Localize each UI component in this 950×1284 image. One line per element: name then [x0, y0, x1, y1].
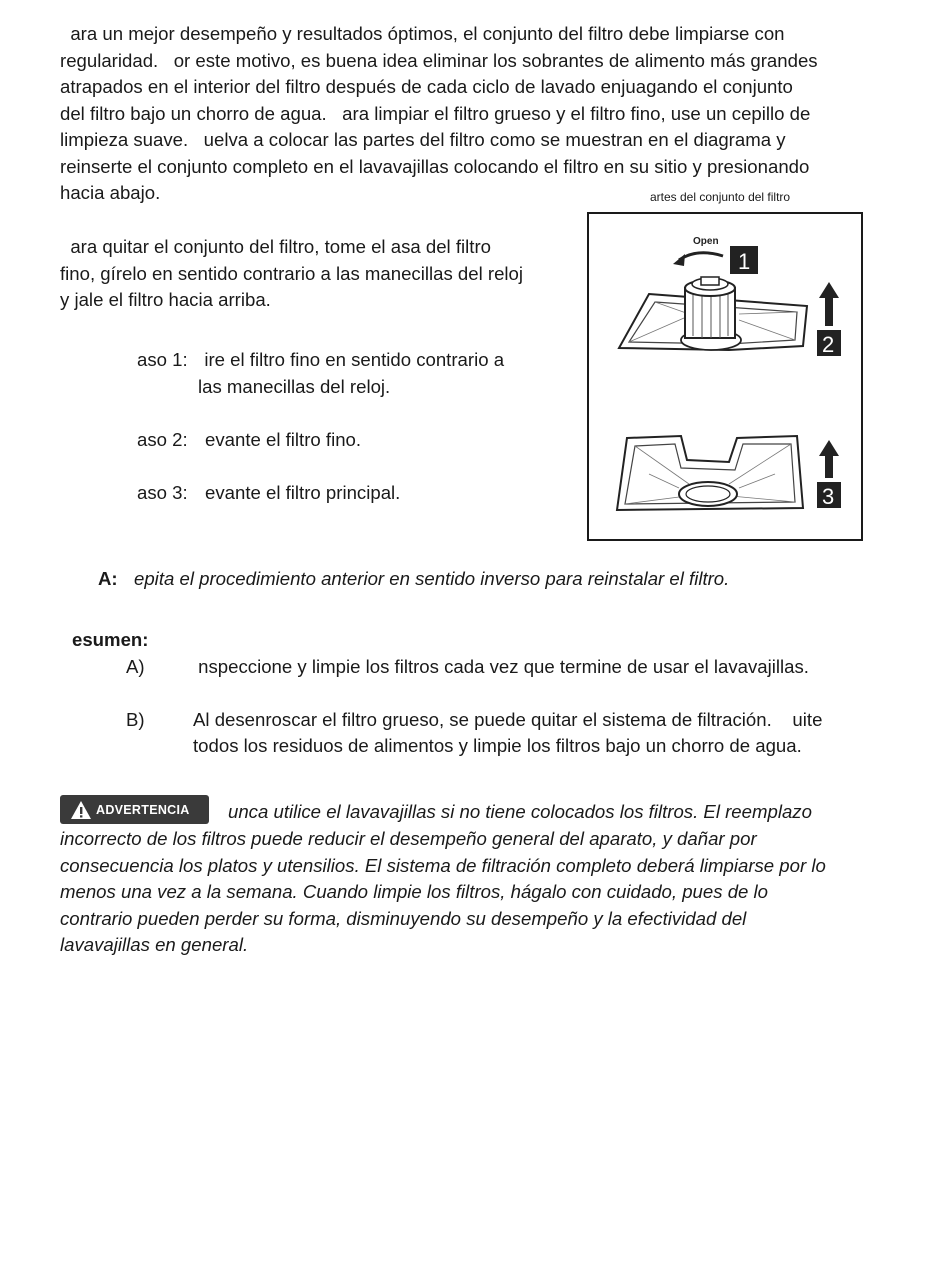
- removal-line: y jale el filtro hacia arriba.: [60, 289, 271, 310]
- removal-paragraph: [60, 234, 523, 314]
- step-3-text: evante el filtro principal.: [205, 482, 401, 503]
- intro-line: atrapados en el interior del filtro después de cada ciclo de lavado enjuagando el conjunto: [60, 76, 793, 97]
- intro-line: hacia abajo.: [60, 182, 161, 203]
- rotate-arrow-icon: [679, 253, 723, 260]
- intro-line: reinserte el conjunto completo en el lavavajillas colocando el filtro en su sitio y presionando: [60, 155, 810, 177]
- warning-line: contrario pueden perder su forma, disminuyendo su desempeño y la efectividad del: [60, 907, 747, 929]
- note-label: A:: [98, 568, 118, 589]
- summary-item-b-cont: todos los residuos de alimentos y limpie los filtros bajo un chorro de agua.: [193, 735, 802, 756]
- svg-text:3: 3: [822, 484, 835, 509]
- step-1-text: ire el filtro fino en sentido contrario a: [194, 349, 505, 370]
- diagram-caption: artes del conjunto del filtro: [650, 190, 791, 204]
- warning-badge: [60, 795, 209, 824]
- step-2-text: evante el filtro fino.: [205, 429, 362, 450]
- warning-line: consecuencia los platos y utensilios. El sistema de filtración completo deberá limpiarse por lo: [60, 854, 826, 876]
- warning-line: incorrecto de los filtros puede reducir el desempeño general del aparato, y dañar por: [60, 828, 757, 849]
- warning-triangle-icon: [70, 800, 92, 820]
- open-label: Open: [693, 236, 719, 247]
- warning-line: lavavajillas en general.: [60, 934, 249, 955]
- step-2-label: aso 2:: [137, 429, 188, 450]
- summary-item-b: Al desenroscar el filtro grueso, se puede quitar el sistema de filtración. uite: [193, 709, 823, 730]
- intro-line: del filtro bajo un chorro de agua. ara limpiar el filtro grueso y el filtro fino, use un cepillo de: [60, 102, 811, 124]
- summary-marker-b: B): [126, 709, 145, 730]
- removal-line: ara quitar el conjunto del filtro, tome el asa del filtro: [60, 236, 491, 257]
- warning-line: menos una vez a la semana. Cuando limpie los filtros, hágalo con cuidado, pues de lo: [60, 881, 769, 902]
- step-1-label: aso 1:: [137, 349, 188, 370]
- warning-line: unca utilice el lavavajillas si no tiene colocados los filtros. El reemplazo: [228, 801, 812, 822]
- svg-text:1: 1: [738, 249, 751, 274]
- intro-paragraph: [60, 21, 818, 207]
- up-arrow-icon: [819, 440, 839, 478]
- summary-marker-a: A): [126, 656, 145, 677]
- warning-paragraph: [60, 826, 826, 959]
- intro-line: limpieza suave. uelva a colocar las partes del filtro como se muestran en el diagrama y: [60, 129, 786, 150]
- removal-line: fino, gírelo en sentido contrario a las manecillas del reloj: [60, 262, 524, 284]
- summary-item-a: nspeccione y limpie los filtros cada vez que termine de usar el lavavajillas.: [193, 656, 809, 677]
- summary-title: esumen:: [72, 629, 149, 650]
- filter-assembly-diagram: [587, 212, 863, 541]
- warning-badge-label: ADVERTENCIA: [96, 802, 190, 817]
- step-3-label: aso 3:: [137, 482, 188, 503]
- intro-line: regularidad. or este motivo, es buena idea eliminar los sobrantes de alimento más grandes: [60, 49, 818, 71]
- note-text: epita el procedimiento anterior en sentido inverso para reinstalar el filtro.: [134, 568, 730, 589]
- step-1-text-cont: las manecillas del reloj.: [198, 376, 391, 397]
- up-arrow-icon: [819, 282, 839, 326]
- intro-line: ara un mejor desempeño y resultados óptimos, el conjunto del filtro debe limpiarse con: [60, 23, 785, 44]
- svg-text:2: 2: [822, 332, 835, 357]
